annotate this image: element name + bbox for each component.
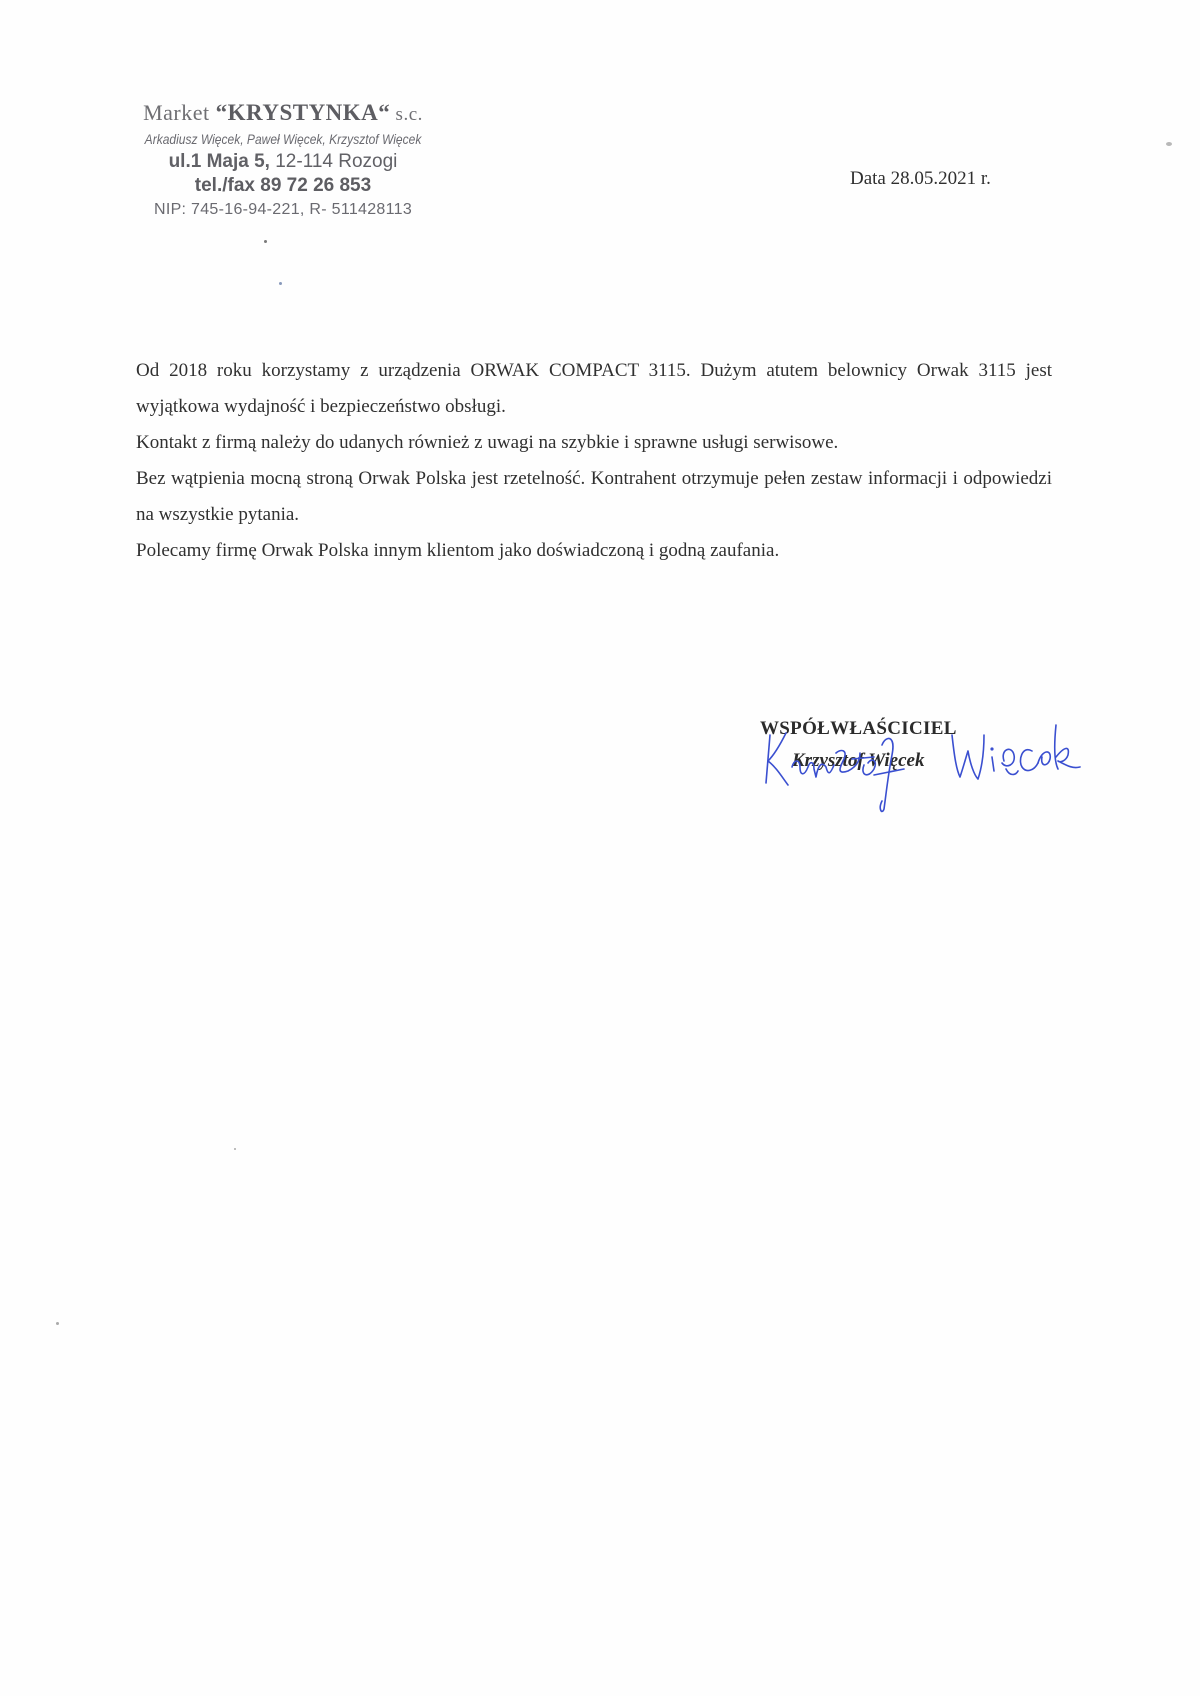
letter-body xyxy=(136,353,1052,569)
scan-speck xyxy=(234,1148,236,1150)
company-address xyxy=(118,150,448,174)
scan-speck xyxy=(264,240,267,243)
scan-speck xyxy=(1166,142,1172,146)
company-owners: Arkadiusz Więcek, Paweł Więcek, Krzysztof Więcek xyxy=(144,131,422,147)
market-prefix: Market xyxy=(143,100,216,125)
company-suffix: s.c. xyxy=(390,104,423,125)
paragraph-3: Bez wątpienia mocną stroną Orwak Polska jest rzetelność. Kontrahent otrzymuje pełen zestaw informacji i odpowiedzi na wszystkie pytania. xyxy=(136,468,1052,525)
company-name-line xyxy=(118,100,448,128)
document-date: Data 28.05.2021 r. xyxy=(850,168,991,189)
handwritten-signature xyxy=(756,705,1086,815)
paragraph-2: Kontakt z firmą należy do udanych również z uwagi na szybkie i sprawne usługi serwisowe. xyxy=(136,432,839,453)
address-city: 12-114 Rozogi xyxy=(269,151,398,172)
address-street: ul.1 Maja 5, xyxy=(168,151,270,172)
paragraph-4: Polecamy firmę Orwak Polska innym klientom jako doświadczoną i godną zaufania. xyxy=(136,540,780,561)
signature-name: Krzysztof Więcek xyxy=(792,750,925,771)
company-brand: “KRYSTYNKA“ xyxy=(215,100,391,125)
scan-speck xyxy=(279,282,282,285)
scan-speck xyxy=(56,1322,59,1325)
company-nip: NIP: 745-16-94-221, R- 511428113 xyxy=(153,201,413,218)
paragraph-1: Od 2018 roku korzystamy z urządzenia ORWAK COMPACT 3115. Dużym atutem belownicy Orwak 3115 jest wyjątkowa wydajność i bezpieczeństwo obsługi. xyxy=(136,360,1052,417)
company-letterhead-stamp xyxy=(118,100,448,222)
company-phone: tel./fax 89 72 26 853 xyxy=(194,175,372,196)
signature-title: WSPÓŁWŁAŚCICIEL xyxy=(760,718,957,739)
